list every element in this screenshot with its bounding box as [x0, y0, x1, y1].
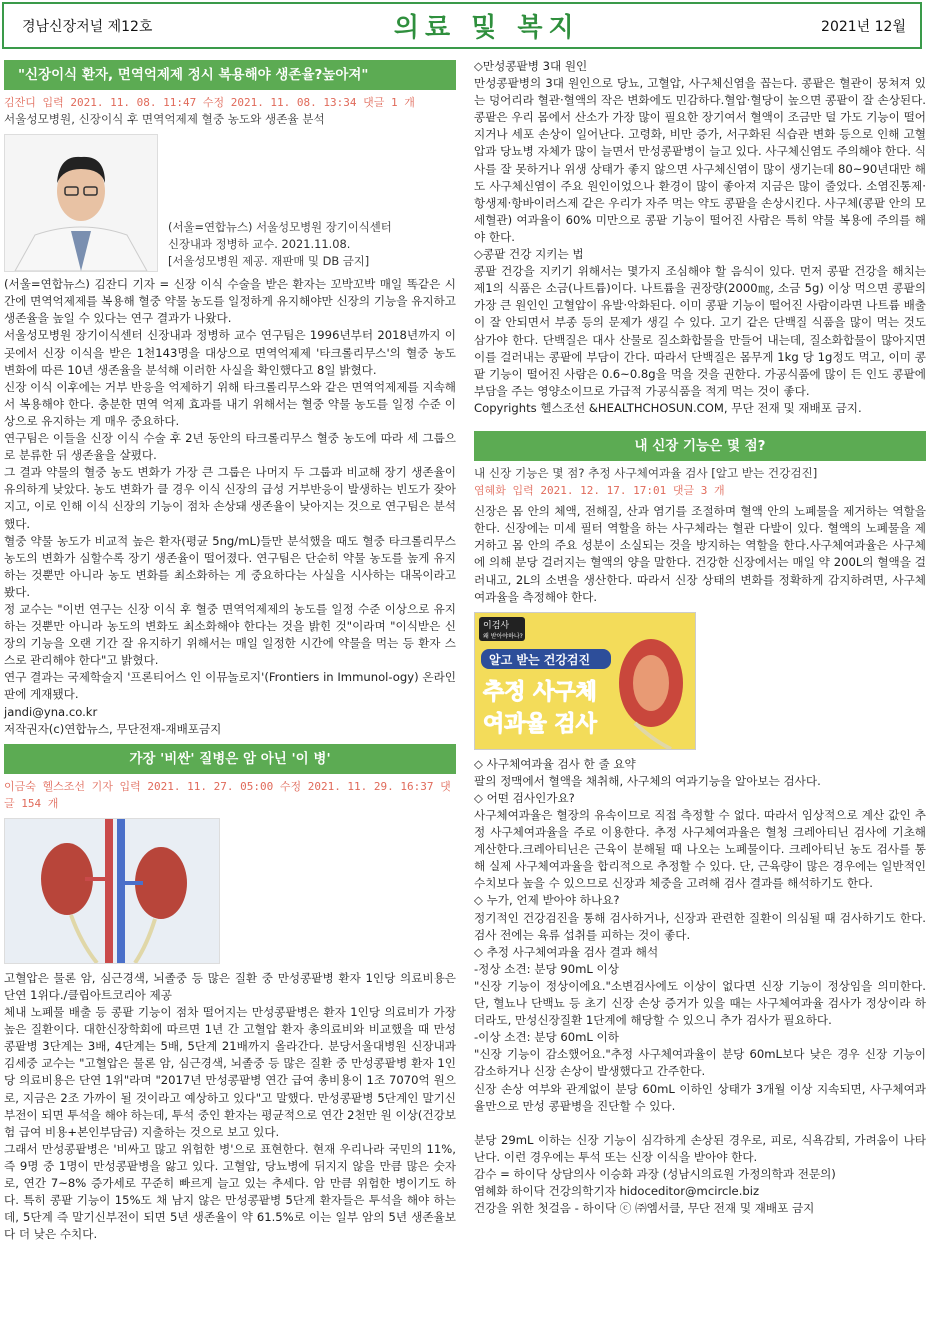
article1-paragraph: (서울=연합뉴스) 김잔디 기자 = 신장 이식 수술을 받은 환자는 꼬박꼬박 매일 똑같은 시간에 면역억제제를 복용해 혈중 약물 농도를 일정하게 유지해야만 신장의 기능을 유지하고 생존율을 높일 수 있다는 연구 결과가 나왔다. [4, 277, 456, 326]
article2-paragraph: 만성콩팥병의 3대 원인으로 당뇨, 고혈압, 사구체신염을 꼽는다. 콩팥은 혈관이 뭉쳐져 있는 덩어리라 혈관·혈액의 작은 변화에도 민감하다.혈압·혈당이 높으면 콩팥이 잘 손상된다. 콩팥은 우리 몸에서 산소가 가장 많이 필요한 장기여서 혈액이 조금만 덜 가도 기능이 떨어지거나 세포 손상이 일어난다. 고령화, 비만 증가, 서구화된 식습관 변화 등으로 인해 고혈압과 당뇨병 자체가 많이 늘면서 만성콩팥병이 늘고 있다. 사구체신염도 주의해야 한다. 식사를 잘 못하거나 위생 상태가 좋지 않으면 사구체신염이 많이 생기는데 80~90년대만 해도 사구체신염이 주요 원인이었으나 환경이 많이 좋아져 지금은 많이 줄었다. 소염진통제·항생제·항바이러스제 같은 우리가 자주 먹는 약도 콩팥을 손상시킨다. 사구체(콩팥 안의 모세혈관) 여과율이 60% 미만으로 콩팥 기능이 떨어진 사람은 특히 약물 복용에 주의를 해야 한다. [474, 76, 926, 244]
article1-copyright: 저작권자(c)연합뉴스, 무단전재-재배포금지 [4, 721, 222, 736]
result-abnormal: -이상 소견: 분당 60mL 이하 [474, 1030, 619, 1045]
article2-meta: 이금숙 헬스조선 기자 입력 2021. 11. 27. 05:00 수정 2021. 11. 29. 16:37 댓글 154 개 [4, 779, 451, 810]
article2-paragraph: 체내 노폐물 배출 등 콩팥 기능이 점차 떨어지는 만성콩팥병은 환자 1인당 의료비가 가장 높은 질환이다. 대한신장학회에 따르면 1년 간 고혈압 환자 총의료비와 비교했을 때 만성콩팥병 3단계는 3배, 4단계는 5배, 5단계 21배까지 올라간다. 분당서울대병원 신장내과 김세중 교수는 "고혈압은 물론 암, 심근경색, 뇌졸중 등 많은 질환 중 만성콩팥병 환자 1인당 의료비용은 단연 1위"라며 "2017년 만성콩팥병 연간 급여 총비용이 1조 7070억 원으로, 지금은 2조 가까이 될 것이라고 예상하고 있다"고 말했다. 만성콩팥병 5단계인 말기신부전이 되면 투석을 해야 하는데, 투석 중인 환자는 평균적으로 연간 2천만 원 이상(건강보험 급여 비용+본인부담금) 지출하는 것으로 보고 있다. [4, 1005, 456, 1139]
svg-text:왜 받아야하나?: 왜 받아야하나? [483, 632, 523, 640]
article3-intro: 신장은 몸 안의 체액, 전해질, 산과 염기를 조절하며 혈액 안의 노폐물을 제거하는 역할을 한다. 신장에는 미세 필터 역할을 하는 사구체라는 혈관 다발이 있다. 혈액의 노폐물을 제거하고 몸 안의 주요 성분이 소실되는 것을 방지하는 역할을 한다.사구체여과율은 사구체에 의해 분당 걸러지는 혈액의 양을 말한다. 건강한 신장에서는 매일 약 200L의 혈액을 걸러내고, 2L의 소변을 생산한다. 따라서 신장 상태의 변화를 정확하게 감지하려면, 사구체여과율을 측정해야 한다. [474, 504, 926, 604]
article1-paragraph: 혈중 약물 농도가 비교적 높은 환자(평균 5ng/mL)들만 분석했을 때도 혈중 타크롤리무스 농도의 변화가 심할수록 장기 생존율이 떨어졌다. 연구팀은 단순히 약물 농도를 높게 유지하는 것뿐만 아니라 농도 변화를 최소화하는 게 중요하다는 사실을 시사하는 대목이라고 봤다. [4, 533, 456, 599]
article3-paragraph: "신장 기능이 정상이에요."소변검사에도 이상이 없다면 신장 기능이 정상임을 의미한다. 단, 혈뇨나 단백뇨 등 초기 신장 손상 증거가 있을 때는 사구체여과율 검사가 정상이라 하더라도, 만성신장질환 1단계에 해당할 수 있으니 추가 검사가 필요하다. [474, 978, 926, 1028]
reporter-credit: 염혜화 하이닥 건강의학기자 hidoceditor@mcircle.biz [474, 1183, 760, 1198]
photo-caption [168, 219, 392, 272]
reviewer-credit: 감수 = 하이닥 상담의사 이승화 과장 (성남시의료원 가정의학과 전문의) [474, 1166, 836, 1181]
article2-copyright: Copyrights 헬스조선 &HEALTHCHOSUN.COM, 무단 전재 및 재배포 금지. [474, 400, 862, 415]
article3-subtitle: 내 신장 기능은 몇 점? 추정 사구체여과율 검사 [알고 받는 건강검진] [474, 465, 818, 480]
article3-paragraph: 분당 29mL 이하는 신장 기능이 심각하게 손상된 경우로, 피로, 식욕감퇴, 가려움이 나타난다. 이런 경우에는 투석 또는 신장 이식을 받아야 한다. [474, 1132, 926, 1164]
svg-text:추정 사구체: 추정 사구체 [483, 679, 597, 705]
article1-subtitle: 서울성모병원, 신장이식 후 면역억제제 혈중 농도와 생존율 분석 [4, 112, 325, 127]
article3-paragraph: 정기적인 건강검진을 통해 검사하거나, 신장과 관련한 질환이 의심될 때 검사하기도 한다. 검사 전에는 육류 섭취를 피하는 것이 좋다. [474, 910, 926, 942]
article2-banner: 가장 '비싼' 질병은 암 아닌 '이 병' [4, 744, 456, 774]
article1-paragraph: 그 결과 약물의 혈중 농도 변화가 가장 큰 그룹은 나머지 두 그룹과 비교해 장기 생존율이 유의하게 낮았다. 농도 변화가 클 경우 이식 신장의 급성 거부반응이 발생하는 빈도가 잦아지고, 이로 인해 이식 신장의 기능이 점차 손상돼 생존율이 낮아지는 것으로 연구팀은 분석했다. [4, 465, 456, 531]
article2-paragraph: 콩팥 건강을 지키기 위해서는 몇가지 조심해야 할 음식이 있다. 먼저 콩팥 건강을 해치는 제1의 식품은 소금(나트륨)이다. 나트륨을 권장량(2000㎎, 소금 5g) 이상 먹으면 콩팥의 가장 큰 원인인 고혈압이 유발·악화된다. 이미 콩팥 기능이 떨어진 사람이라면 나트륨 배출이 잘 안되면서 부종 등의 문제가 생길 수 있다. 고기 같은 단백질 식품을 많이 먹는 것도 삼가야 한다. 단백질은 대사 산물로 질소화합물을 만들어 내는데, 질소화합물이 많아지면 이를 걸러내는 콩팥에 부담이 간다. 따라서 단백질은 몸무게 1kg 당 1g정도 먹고, 이미 콩팥 기능이 떨어진 사람은 0.6~0.8g을 먹을 것을 권한다. 가공식품에 많이 든 인도 콩팥에 부담을 주는 영양소이므로 가급적 가공식품을 적게 먹는 것이 좋다. [474, 264, 926, 398]
right-column [474, 58, 926, 1217]
doctor-photo [4, 134, 158, 272]
article1-email: jandi@yna.co.kr [4, 704, 98, 719]
article1-paragraph: 신장 이식 이후에는 거부 반응을 억제하기 위해 타크롤리무스와 같은 면역억제제를 지속해서 복용해야 한다. 충분한 면역 억제 효과를 내기 위해서는 혈중 약물 농도를 일정 수준 이상으로 유지하는 게 매우 중요하다. [4, 379, 456, 428]
result-normal: -정상 소견: 분당 90mL 이상 [474, 961, 619, 976]
article3-banner: 내 신장 기능은 몇 점? [474, 431, 926, 461]
article3-paragraph: "신장 기능이 감소했어요."추정 사구체여과율이 분당 60mL보다 낮은 경우 신장 기능이 감소하거나 신장 손상이 발생했다고 간주한다. [474, 1047, 926, 1079]
article1-paragraph: 서울성모병원 장기이식센터 신장내과 정병하 교수 연구팀은 1996년부터 2018년까지 이곳에서 신장 이식을 받은 1천143명을 대상으로 면역억제제 '타크롤리무스'의 혈중 농도 변화에 따른 10년 생존율을 분석해 이러한 사실을 확인했다고 8일 밝혔다. [4, 328, 456, 377]
section-heading: ◇ 누가, 언제 받아야 하나요? [474, 893, 620, 908]
article3-paragraph: 사구체여과율은 혈장의 유속이므로 직접 측정할 수 없다. 따라서 임상적으로 계산 값인 추정 사구체여과율을 주로 이용한다. 추정 사구체여과율은 혈청 크레아티닌 검사에 기초해 계산한다.크레아티닌은 근육이 분해될 때 나오는 노폐물이다. 크레아티닌 농도 검사를 통해 실제 사구체여과율을 합리적으로 추정할 수 있다. 단, 근육량이 많은 경우에는 일반적인 수치보다 높을 수 있으므로 신장과 체중을 고려해 검사 결과를 해석하기도 한다. [474, 808, 926, 891]
spacer [474, 1115, 926, 1132]
section-heading: ◇ 추정 사구체여과율 검사 결과 해석 [474, 944, 659, 959]
article1-paragraph: 정 교수는 "이번 연구는 신장 이식 후 혈중 면역억제제의 농도를 일정 수준 이상으로 유지하는 것뿐만 아니라 농도의 변화도 최소화해야 한다는 것을 밝힌 것"이라며 "이식받은 신장의 기능을 오랜 기간 잘 유지하기 위해서는 매일 일정한 시간에 약물을 먹는 등 환자 스스로 관리해야 한다"고 밝혔다. [4, 601, 456, 668]
article3-meta: 염혜화 입력 2021. 12. 17. 17:01 댓글 3 개 [474, 484, 725, 498]
kidney-illustration [4, 818, 220, 964]
article3-paragraph: 팔의 정맥에서 혈액을 채취해, 사구체의 여과기능을 알아보는 검사다. [474, 773, 821, 788]
article2-paragraph: 그래서 만성콩팥병은 '비싸고 많고 위험한 병'으로 표현한다. 현재 우리나라 국민의 11%, 즉 9명 중 1명이 만성콩팥병을 앓고 있다. 고혈압, 당뇨병에 뒤지지 않을 만큼 많은 숫자로, 연간 7~8% 증가세로 꾸준히 빠르게 늘고 있는 추세다. 암 만큼 위험한 병이기도 하다. 특히 콩팥 기능이 15%도 채 남지 않은 만성콩팥병 5단계 환자들은 투석을 해야 하는데, 5단계 즉 말기신부전이 되면 5년 생존율이 약 61.5%로 이는 일부 암의 5년 생존율보다 더 낮은 수치다. [4, 1141, 456, 1242]
left-column [4, 58, 456, 1243]
article3-copyright: 건강을 위한 첫걸음 - 하이닥 ⓒ ㈜엠서클, 무단 전재 및 재배포 금지 [474, 1201, 815, 1216]
caption-line: 신장내과 정병하 교수. 2021.11.08. [168, 237, 351, 252]
section-heading: ◇콩팥 건강 지키는 법 [474, 247, 584, 262]
article3-paragraph: 신장 손상 여부와 관계없이 분당 60mL 이하인 상태가 3개월 이상 지속되면, 사구체여과율만으로 만성 콩팥병을 진단할 수 있다. [474, 1081, 926, 1113]
article2-paragraph: 고혈압은 물론 암, 심근경색, 뇌졸중 등 많은 질환 중 만성콩팥병 환자 1인당 의료비용은 단연 1위다./클립아트코리아 제공 [4, 970, 456, 1002]
section-title: 의료 및 복지 [393, 13, 580, 43]
svg-text:알고 받는 건강검진: 알고 받는 건강검진 [489, 652, 591, 667]
article1-photo-row [4, 134, 456, 272]
article1-meta: 김잔디 입력 2021. 11. 08. 11:47 수정 2021. 11. 08. 13:34 댓글 1 개 [4, 96, 415, 109]
section-heading: ◇만성콩팥병 3대 원인 [474, 59, 588, 73]
article1-paragraph: 연구팀은 이들을 신장 이식 수술 후 2년 동안의 타크롤리무스 혈중 농도에 따라 세 그룹으로 분류한 뒤 생존율을 살폈다. [4, 431, 456, 463]
masthead [2, 2, 922, 49]
svg-text:이검사: 이검사 [483, 620, 510, 631]
article1-banner: "신장이식 환자, 면역억제제 정시 복용해야 생존율?높아져" [4, 60, 456, 90]
section-heading: ◇ 어떤 검사인가요? [474, 790, 575, 805]
article1-paragraph: 연구 결과는 국제학술지 '프론티어스 인 이뮤놀로지'(Frontiers in Immunol-ogy) 온라인판에 게재됐다. [4, 670, 456, 702]
caption-line: [서울성모병원 제공. 재판매 및 DB 금지] [168, 254, 370, 269]
section-heading: ◇ 사구체여과율 검사 한 줄 요약 [474, 756, 636, 771]
caption-line: (서울=연합뉴스) 서울성모병원 장기이식센터 [168, 220, 392, 235]
issue-label: 경남신장저널 제12호 [22, 18, 153, 35]
issue-date: 2021년 12월 [821, 18, 906, 35]
health-checkup-banner-image [474, 612, 696, 750]
svg-text:여과율 검사: 여과율 검사 [483, 711, 597, 737]
